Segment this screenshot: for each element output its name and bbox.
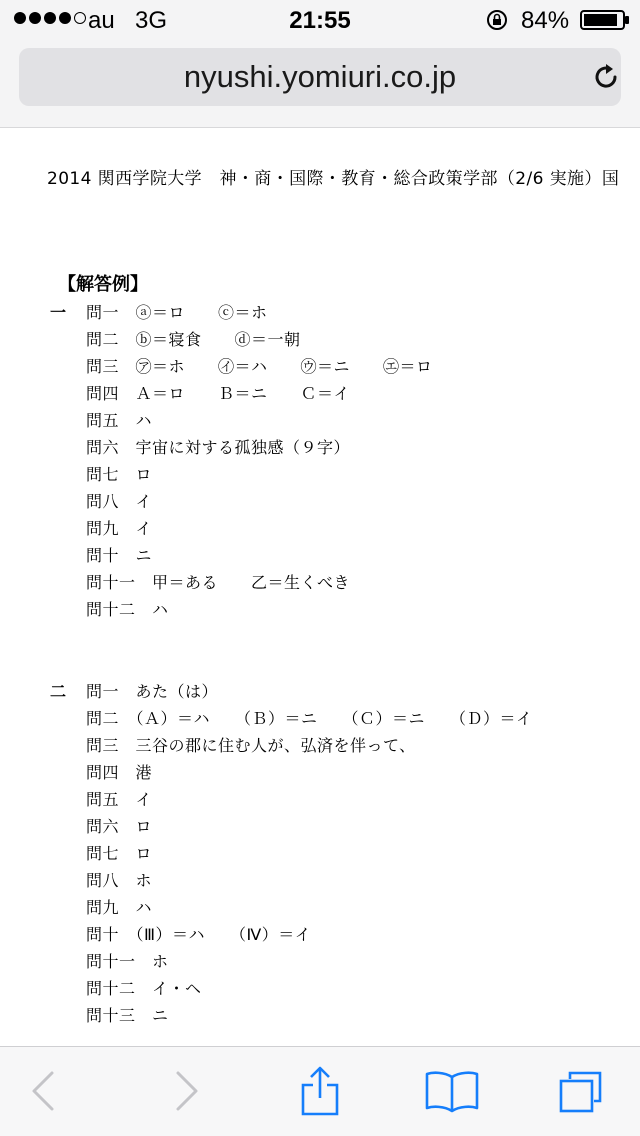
status-bar (0, 0, 640, 40)
answer-line: 問五 ハ (86, 411, 153, 430)
address-bar[interactable] (19, 48, 621, 106)
answer-line: 問六 ロ (86, 817, 153, 836)
answer-line: 問四 港 (86, 763, 153, 782)
share-icon[interactable] (298, 1065, 342, 1117)
answer-line: 問八 イ (86, 492, 153, 511)
answer-line: 問五 イ (86, 790, 153, 809)
clock: 21:55 (289, 7, 351, 34)
rotation-lock-icon (486, 9, 508, 31)
browser-toolbar (0, 1046, 640, 1136)
answer-line: 問三 ㋐＝ホ ㋑＝ハ ㋒＝ニ ㋓＝ロ (86, 357, 433, 376)
answer-line: 問六 宇宙に対する孤独感（９字） (86, 438, 351, 457)
tabs-icon[interactable] (558, 1069, 602, 1113)
answer-line: 問三 三谷の郡に住む人が、弘済を伴って、 (86, 736, 416, 755)
url-text[interactable]: nyushi.yomiuri.co.jp (183, 59, 457, 94)
answer-line: 問十一 甲＝ある 乙＝生くべき (86, 573, 351, 592)
browser-header (0, 40, 640, 128)
answer-line: 問二 ⓑ＝寝食 ⓓ＝一朝 (86, 330, 301, 349)
battery-percentage: 84% (521, 7, 570, 34)
battery-icon (580, 10, 630, 30)
network-type: 3G (135, 7, 168, 34)
chevron-left-icon[interactable] (22, 1069, 66, 1113)
section-one-mark: 一 (50, 303, 67, 322)
answer-line: 問九 ハ (86, 898, 153, 917)
answer-line: 問十一 ホ (86, 952, 169, 971)
answer-line: 問十 ニ (86, 546, 153, 565)
answer-line: 問九 イ (86, 519, 153, 538)
answer-line: 問十二 イ・ヘ (86, 979, 202, 998)
answer-line: 問一 ⓐ＝ロ ⓒ＝ホ (86, 303, 268, 322)
answer-line: 問七 ロ (86, 465, 153, 484)
reload-icon[interactable] (591, 62, 621, 92)
answer-line: 問四 Ａ＝ロ Ｂ＝ニ Ｃ＝イ (86, 384, 351, 403)
answer-line: 問十 （Ⅲ）＝ハ （Ⅳ）＝イ (86, 925, 312, 944)
answer-line: 問二 （Ａ）＝ハ （Ｂ）＝ニ （Ｃ）＝ニ （Ｄ）＝イ (86, 709, 533, 728)
answer-line: 問十三 ニ (86, 1006, 169, 1025)
bookmarks-icon[interactable] (424, 1069, 480, 1113)
answer-heading: 【解答例】 (58, 274, 148, 295)
answer-line: 問十二 ハ (86, 600, 169, 619)
document-page (0, 128, 640, 1046)
carrier-name: au (88, 7, 115, 34)
document-title: 2014 関西学院大学 神・商・国際・教育・総合政策学部（2/6 実施）国 (47, 169, 620, 189)
answer-line: 問八 ホ (86, 871, 153, 890)
chevron-right-icon[interactable] (164, 1069, 208, 1113)
section-two-mark: 二 (50, 682, 67, 701)
answer-line: 問一 あた（は） (86, 682, 219, 701)
answer-line: 問七 ロ (86, 844, 153, 863)
